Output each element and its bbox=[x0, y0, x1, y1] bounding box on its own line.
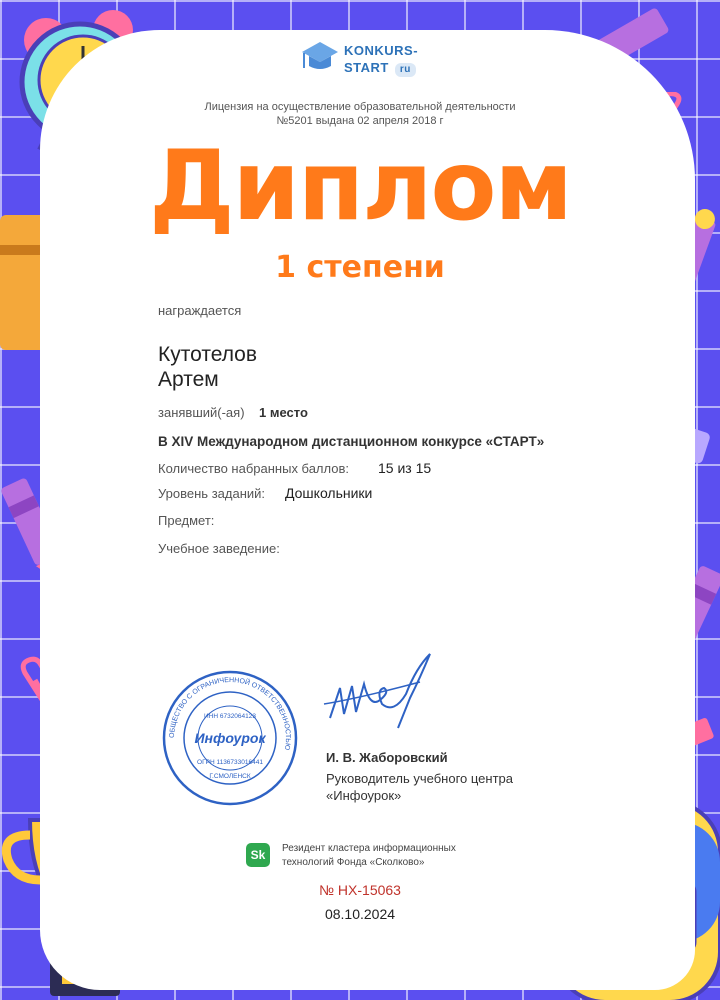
logo-start: START bbox=[344, 60, 389, 75]
signature-icon bbox=[320, 648, 440, 738]
awarded-label: награждается bbox=[158, 303, 242, 318]
stamp-ogrn: ОГРН 1136733016441 bbox=[197, 759, 263, 766]
level-label: Уровень заданий: bbox=[158, 486, 266, 501]
stamp-center-text: Инфоурок bbox=[194, 730, 266, 746]
signer-name: И. В. Жаборовский bbox=[326, 750, 448, 765]
logo-line1: KONKURS- bbox=[344, 43, 419, 58]
diploma-subtitle: 1 степени bbox=[275, 250, 445, 285]
logo-line2 bbox=[344, 61, 416, 77]
school-label: Учебное заведение: bbox=[158, 541, 280, 556]
subject-label: Предмет: bbox=[158, 513, 215, 528]
diploma-title: Диплом bbox=[149, 130, 571, 242]
logo-ru-badge: ru bbox=[395, 63, 416, 77]
recipient-first-line: Кутотелов bbox=[158, 343, 258, 366]
skolkovo-logo-icon: Sk bbox=[246, 843, 270, 867]
license-text: Лицензия на осуществление образовательной деятельности №5201 выдана 02 апреля 2018 г bbox=[204, 101, 516, 127]
diploma-number: № НХ-15063 bbox=[319, 882, 401, 898]
contest-name: В XIV Международном дистанционном конкурсе «СТАРТ» bbox=[158, 434, 545, 449]
score-label: Количество набранных баллов: bbox=[158, 461, 349, 476]
place-value: 1 место bbox=[259, 405, 308, 420]
signer-role-line2: «Инфоурок» bbox=[326, 788, 402, 803]
recipient-second-line: Артем bbox=[158, 368, 219, 391]
place-label: занявший(-ая) bbox=[158, 405, 245, 420]
level-value: Дошкольники bbox=[285, 485, 373, 501]
score-value: 15 из 15 bbox=[378, 460, 432, 476]
diploma-date: 08.10.2024 bbox=[324, 906, 396, 922]
stamp-city: Г.СМОЛЕНСК bbox=[209, 773, 251, 780]
stamp-inn: ИНН 6732064123 bbox=[203, 713, 257, 720]
skolkovo-line1: Резидент кластера информационных bbox=[282, 843, 456, 854]
company-stamp bbox=[160, 668, 300, 808]
graduation-cap-icon bbox=[300, 40, 340, 76]
stamp-ring-text: ОБЩЕСТВО С ОГРАНИЧЕННОЙ ОТВЕТСТВЕННОСТЬЮ bbox=[168, 676, 292, 751]
signer-role-line1: Руководитель учебного центра bbox=[326, 771, 513, 786]
skolkovo-line2: технологий Фонда «Сколково» bbox=[282, 857, 425, 868]
